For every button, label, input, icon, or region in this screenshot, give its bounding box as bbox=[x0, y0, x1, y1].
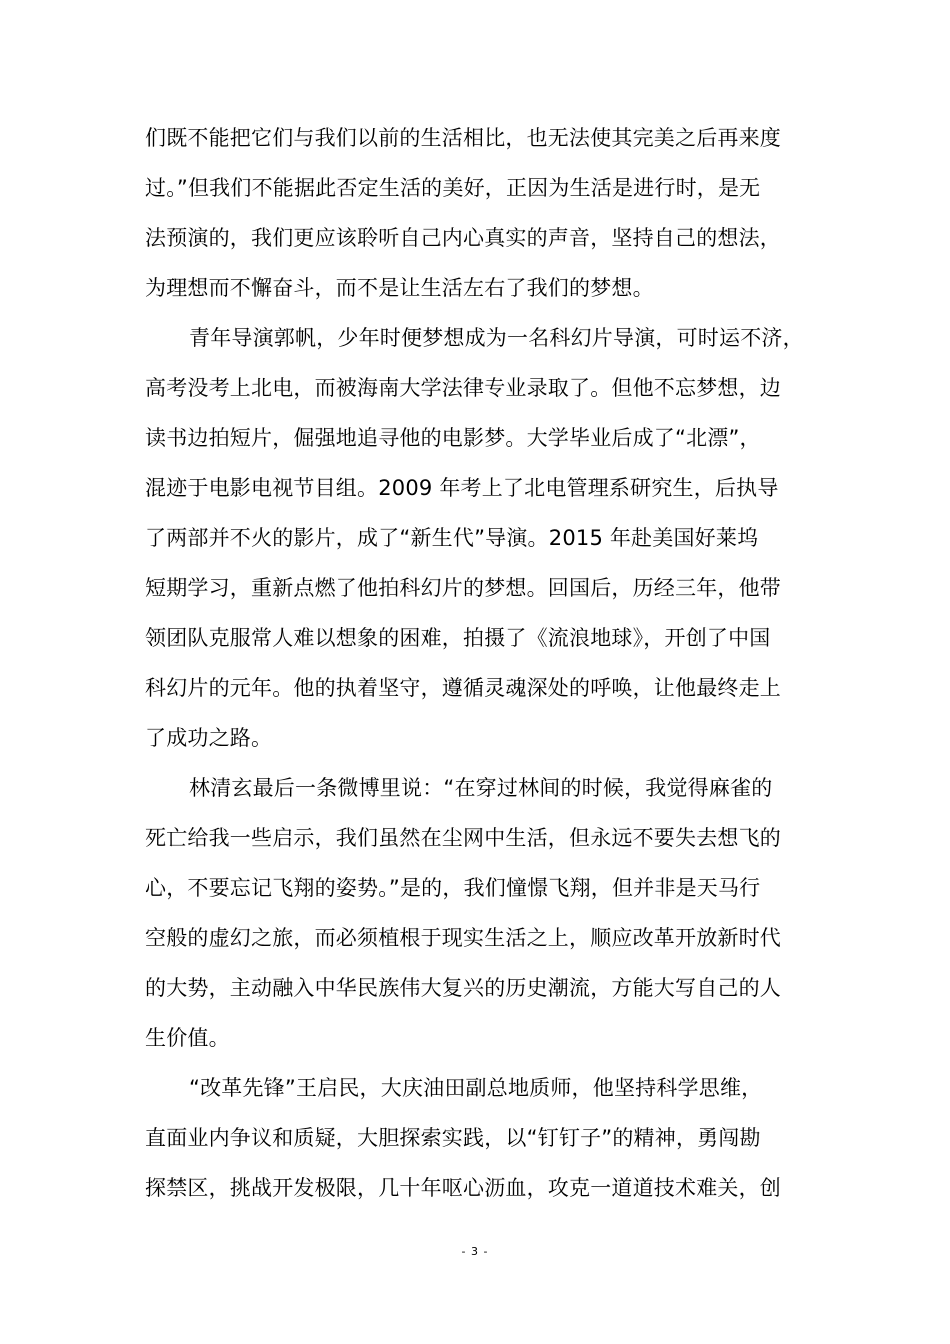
text-line: 空般的虚幻之旅，而必须植根于现实生活之上，顺应改革开放新时代 bbox=[145, 926, 781, 950]
text-line: 们既不能把它们与我们以前的生活相比，也无法使其完美之后再来度 bbox=[145, 126, 781, 150]
text-line: 生价值。 bbox=[145, 1026, 230, 1050]
text-line: 探禁区，挑战开发极限，几十年呕心沥血，攻克一道道技术难关，创 bbox=[145, 1176, 781, 1200]
text-line: 心，不要忘记飞翔的姿势。”是的，我们憧憬飞翔，但并非是天马行 bbox=[145, 876, 761, 900]
text-line: 领团队克服常人难以想象的困难，拍摄了《流浪地球》，开创了中国 bbox=[145, 626, 771, 650]
page-number: - 3 - bbox=[461, 1245, 489, 1258]
paragraph-first-line: “改革先锋”王启民，大庆油田副总地质师，他坚持科学思维， bbox=[189, 1076, 763, 1100]
text-line: 读书边拍短片，倔强地追寻他的电影梦。大学毕业后成了“北漂”， bbox=[145, 426, 761, 450]
text-line: 为理想而不懈奋斗，而不是让生活左右了我们的梦想。 bbox=[145, 276, 654, 300]
text-line: 过。”但我们不能据此否定生活的美好，正因为生活是进行时，是无 bbox=[145, 176, 761, 200]
text-line: 的大势，主动融入中华民族伟大复兴的历史潮流，方能大写自己的人 bbox=[145, 976, 781, 1000]
text-line: 科幻片的元年。他的执着坚守，遵循灵魂深处的呼唤，让他最终走上 bbox=[145, 676, 781, 700]
paragraph-first-line: 林清玄最后一条微博里说：“在穿过林间的时候，我觉得麻雀的 bbox=[189, 776, 773, 800]
paragraph-first-line: 青年导演郭帆，少年时便梦想成为一名科幻片导演，可时运不济， bbox=[189, 326, 804, 350]
text-line: 直面业内争议和质疑，大胆探索实践，以“钉钉子”的精神，勇闯勘 bbox=[145, 1126, 761, 1150]
text-line: 了两部并不火的影片，成了“新生代”导演。2015 年赴美国好莱坞 bbox=[145, 526, 759, 550]
text-line: 死亡给我一些启示，我们虽然在尘网中生活，但永远不要失去想飞的 bbox=[145, 826, 781, 850]
text-line: 短期学习，重新点燃了他拍科幻片的梦想。回国后，历经三年，他带 bbox=[145, 576, 781, 600]
text-line: 法预演的，我们更应该聆听自己内心真实的声音，坚持自己的想法， bbox=[145, 226, 781, 250]
text-line: 混迹于电影电视节目组。2009 年考上了北电管理系研究生，后执导 bbox=[145, 476, 779, 500]
text-line: 了成功之路。 bbox=[145, 726, 273, 750]
text-line: 高考没考上北电，而被海南大学法律专业录取了。但他不忘梦想，边 bbox=[145, 376, 781, 400]
